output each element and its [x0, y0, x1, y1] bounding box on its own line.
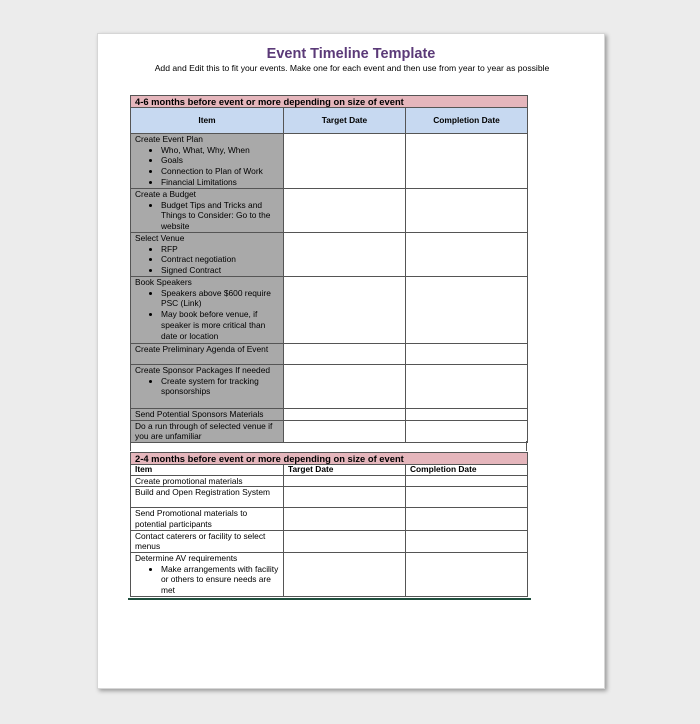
section-spacer — [130, 441, 527, 451]
target-date-cell[interactable] — [284, 277, 406, 344]
table-row — [131, 344, 528, 365]
bullet-item: • RFP — [161, 244, 279, 255]
task-label: Determine AV requirements — [135, 553, 238, 564]
table-row — [131, 475, 528, 487]
completion-date-cell[interactable] — [406, 553, 528, 597]
task-cell — [131, 189, 284, 233]
table-row — [131, 134, 528, 189]
target-date-cell[interactable] — [284, 508, 406, 530]
column-header-completion-date: Completion Date — [406, 108, 528, 134]
bullet-item: • Who, What, Why, When — [161, 145, 279, 156]
target-date-cell[interactable] — [284, 134, 406, 189]
completion-date-cell[interactable] — [406, 134, 528, 189]
target-date-cell[interactable] — [284, 409, 406, 421]
task-cell — [131, 530, 284, 552]
column-header-target-date: Target Date — [284, 108, 406, 134]
bullet-item: • Contract negotiation — [161, 254, 279, 265]
column-header-item: Item — [131, 108, 284, 134]
target-date-cell[interactable] — [284, 233, 406, 277]
page-title: Event Timeline Template — [266, 46, 436, 62]
task-bullets — [135, 376, 279, 397]
completion-date-cell[interactable] — [406, 344, 528, 365]
completion-date-cell[interactable] — [406, 487, 528, 508]
task-cell — [131, 233, 284, 277]
target-date-cell[interactable] — [284, 344, 406, 365]
task-label: Create Event Plan — [135, 134, 203, 144]
task-cell — [131, 553, 284, 597]
bullet-item: • Connection to Plan of Work — [161, 166, 279, 177]
task-cell — [131, 277, 284, 344]
target-date-cell[interactable] — [284, 553, 406, 597]
task-cell — [131, 508, 284, 530]
table-row — [131, 508, 528, 530]
task-cell — [131, 409, 284, 421]
target-date-cell[interactable] — [284, 189, 406, 233]
table-row — [131, 553, 528, 597]
timeline-table-4-6-months — [130, 95, 528, 443]
bullet-item: • Signed Contract — [161, 265, 279, 276]
task-bullets — [135, 288, 279, 342]
task-label: Create Preliminary Agenda of Event — [135, 344, 269, 354]
target-date-cell[interactable] — [284, 420, 406, 442]
bullet-item: • May book before venue, if speaker is more critical than date or location — [161, 309, 279, 341]
table-row — [131, 420, 528, 442]
task-bullets — [135, 145, 279, 188]
bullet-item: • Goals — [161, 155, 279, 166]
table-row — [131, 277, 528, 344]
task-label: Create Sponsor Packages If needed — [135, 365, 271, 375]
task-cell — [131, 487, 284, 508]
task-label: Contact caterers or facility to select menus — [135, 530, 266, 552]
task-bullets — [135, 564, 279, 596]
section-heading: 4-6 months before event or more depending on size of event — [131, 96, 528, 108]
task-label: Book Speakers — [135, 277, 192, 287]
task-label: Do a run through of selected venue if you are unfamiliar — [135, 420, 273, 442]
table-row — [131, 365, 528, 409]
completion-date-cell[interactable] — [406, 420, 528, 442]
column-header-completion-date: Completion Date — [406, 465, 528, 476]
task-cell — [131, 134, 284, 189]
table-row — [131, 530, 528, 552]
task-cell — [131, 475, 284, 487]
task-label: Build and Open Registration System — [135, 487, 271, 498]
completion-date-cell[interactable] — [406, 475, 528, 487]
table-row — [131, 487, 528, 508]
bullet-item: • Make arrangements with facility or others to ensure needs are met — [161, 564, 279, 596]
column-header-item: Item — [131, 465, 284, 476]
table-row — [131, 189, 528, 233]
target-date-cell[interactable] — [284, 530, 406, 552]
bullet-item: • Budget Tips and Tricks and Things to Consider: Go to the website — [161, 200, 279, 232]
page-subtitle: Add and Edit this to fit your events. Make one for each event and then use from year to year as possible — [154, 63, 550, 73]
completion-date-cell[interactable] — [406, 530, 528, 552]
bullet-item: • Financial Limitations — [161, 177, 279, 188]
task-cell — [131, 365, 284, 409]
table-row — [131, 233, 528, 277]
completion-date-cell[interactable] — [406, 189, 528, 233]
completion-date-cell[interactable] — [406, 277, 528, 344]
task-label: Create promotional materials — [135, 475, 243, 486]
task-label: Create a Budget — [135, 189, 196, 199]
section-heading: 2-4 months before event or more depending on size of event — [131, 453, 528, 465]
target-date-cell[interactable] — [284, 475, 406, 487]
bullet-item: • Create system for tracking sponsorships — [161, 376, 279, 397]
document-page — [97, 33, 605, 689]
task-bullets — [135, 200, 279, 232]
footer-rule — [128, 598, 531, 600]
target-date-cell[interactable] — [284, 487, 406, 508]
timeline-table-2-4-months — [130, 452, 528, 597]
task-label: Send Potential Sponsors Materials — [135, 409, 264, 419]
table-row — [131, 409, 528, 421]
completion-date-cell[interactable] — [406, 508, 528, 530]
completion-date-cell[interactable] — [406, 409, 528, 421]
task-label: Send Promotional materials to potential participants — [135, 508, 248, 529]
bullet-item: • Speakers above $600 require PSC (Link) — [161, 288, 279, 309]
column-header-target-date: Target Date — [284, 465, 406, 476]
task-cell — [131, 344, 284, 365]
task-label: Select Venue — [135, 233, 185, 243]
completion-date-cell[interactable] — [406, 365, 528, 409]
completion-date-cell[interactable] — [406, 233, 528, 277]
task-bullets — [135, 244, 279, 276]
target-date-cell[interactable] — [284, 365, 406, 409]
task-cell — [131, 420, 284, 442]
